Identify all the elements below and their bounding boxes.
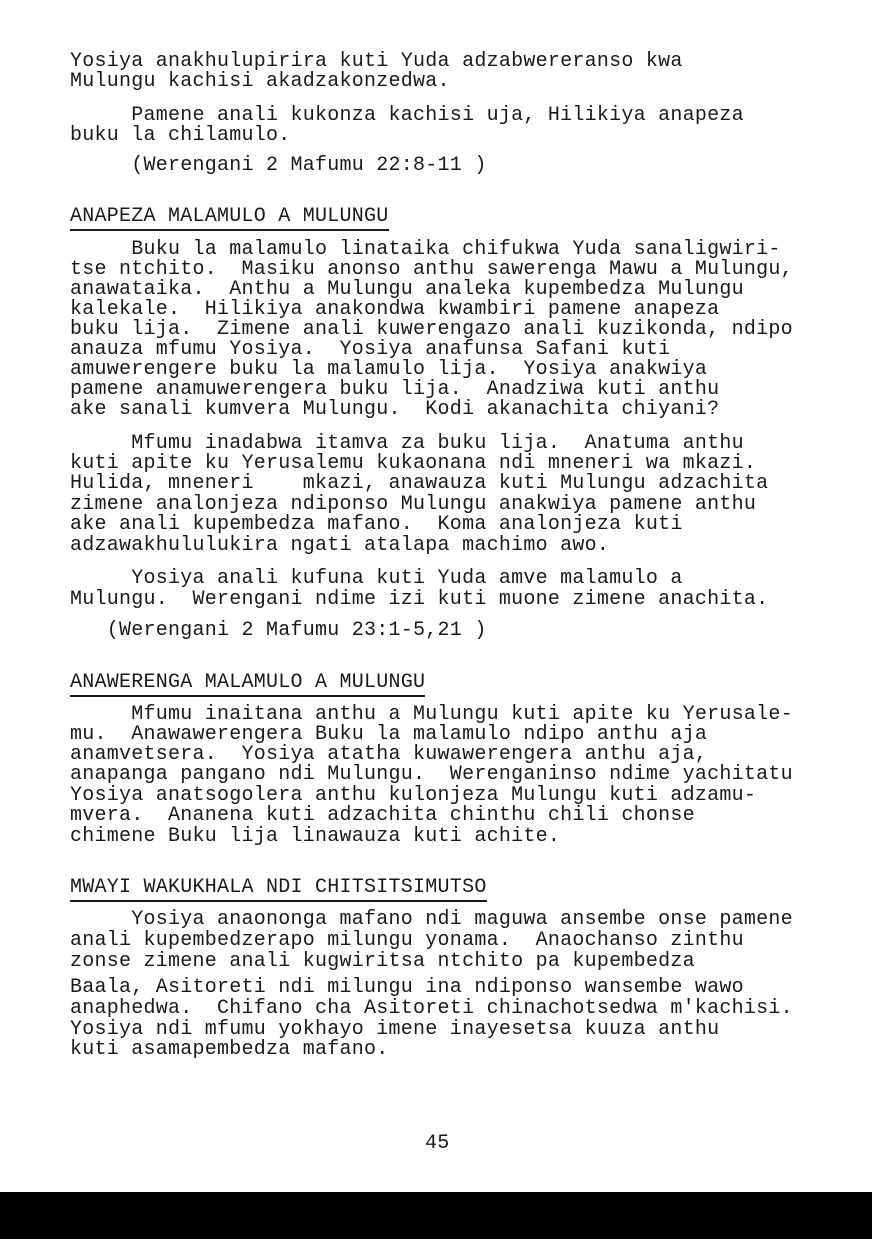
paragraph-line: Mfumu inadabwa itamva za buku lija. Anatuma anthu (70, 432, 744, 455)
section-heading: ANAWERENGA MALAMULO A MULUNGU (70, 672, 425, 697)
paragraph-line: pamene anamuwerengera buku lija. Anadziwa kuti anthu (70, 378, 720, 401)
page-number: 45 (425, 1132, 450, 1155)
paragraph-line: Hulida, mneneri mkazi, anawauza kuti Mulungu adzachita (70, 472, 769, 495)
paragraph-line: anaphedwa. Chifano cha Asitoreti chinachotsedwa m'kachisi. (70, 997, 793, 1020)
paragraph-line: kuti asamapembedza mafano. (70, 1038, 389, 1061)
paragraph-line: Buku la malamulo linataika chifukwa Yuda sanaligwiri- (70, 238, 781, 261)
paragraph-line: ake anali kupembedza mafano. Koma analonjeza kuti (70, 513, 683, 536)
paragraph-line: ake sanali kumvera Mulungu. Kodi akanachita chiyani? (70, 398, 720, 421)
paragraph-line: Mfumu inaitana anthu a Mulungu kuti apite ku Yerusale- (70, 703, 793, 726)
paragraph-line: anali kupembedzerapo milungu yonama. Anaochanso zinthu (70, 929, 744, 952)
paragraph-line: amuwerengere buku la malamulo lija. Yosiya anakwiya (70, 358, 708, 381)
paragraph-line: anawataika. Anthu a Mulungu analeka kupembedza Mulungu (70, 278, 744, 301)
paragraph-line: Mulungu. Werengani ndime izi kuti muone zimene anachita. (70, 588, 769, 611)
paragraph-line: kalekale. Hilikiya anakondwa kwambiri pamene anapeza (70, 298, 720, 321)
scan-border (0, 1192, 872, 1239)
paragraph-line: Yosiya anali kufuna kuti Yuda amve malamulo a (70, 567, 683, 590)
paragraph-line: Baala, Asitoreti ndi milungu ina ndiponso wansembe wawo (70, 976, 744, 999)
paragraph-line: buku la chilamulo. (70, 124, 291, 147)
section-heading: MWAYI WAKUKHALA NDI CHITSITSIMUTSO (70, 877, 487, 902)
paragraph-line: Yosiya anakhulupirira kuti Yuda adzabwereranso kwa (70, 50, 683, 73)
paragraph-line: Yosiya anatsogolera anthu kulonjeza Mulungu kuti adzamu- (70, 784, 757, 807)
paragraph-line: zimene analonjeza ndiponso Mulungu anakwiya pamene anthu (70, 493, 757, 516)
paragraph-line: zonse zimene anali kugwiritsa ntchito pa kupembedza (70, 950, 695, 973)
paragraph-line: anamvetsera. Yosiya atatha kuwawerengera anthu aja, (70, 743, 708, 766)
paragraph-line: buku lija. Zimene anali kuwerengazo anali kuzikonda, ndipo (70, 318, 793, 341)
paragraph-line: anauza mfumu Yosiya. Yosiya anafunsa Safani kuti (70, 338, 671, 361)
paragraph-line: chimene Buku lija linawauza kuti achite. (70, 825, 561, 848)
paragraph-line: tse ntchito. Masiku anonso anthu sawerenga Mawu a Mulungu, (70, 258, 793, 281)
paragraph-line: Yosiya ndi mfumu yokhayo imene inayesetsa kuuza anthu (70, 1018, 720, 1041)
section-heading: ANAPEZA MALAMULO A MULUNGU (70, 206, 389, 231)
paragraph-line: mu. Anawawerengera Buku la malamulo ndipo anthu aja (70, 723, 708, 746)
paragraph-line: Yosiya anaononga mafano ndi maguwa ansembe onse pamene (70, 908, 793, 931)
paragraph-line: adzawakhululukira ngati atalapa machimo awo. (70, 534, 610, 557)
paragraph-line: Pamene anali kukonza kachisi uja, Hilikiya anapeza (70, 104, 744, 127)
scripture-reference: (Werengani 2 Mafumu 22:8-11 ) (70, 154, 487, 177)
paragraph-line: Mulungu kachisi akadzakonzedwa. (70, 70, 450, 93)
paragraph-line: anapanga pangano ndi Mulungu. Werenganinso ndime yachitatu (70, 763, 793, 786)
paragraph-line: kuti apite ku Yerusalemu kukaonana ndi mneneri wa mkazi. (70, 452, 757, 475)
paragraph-line: mvera. Ananena kuti adzachita chinthu chili chonse (70, 804, 695, 827)
scripture-reference: (Werengani 2 Mafumu 23:1-5,21 ) (70, 619, 487, 642)
